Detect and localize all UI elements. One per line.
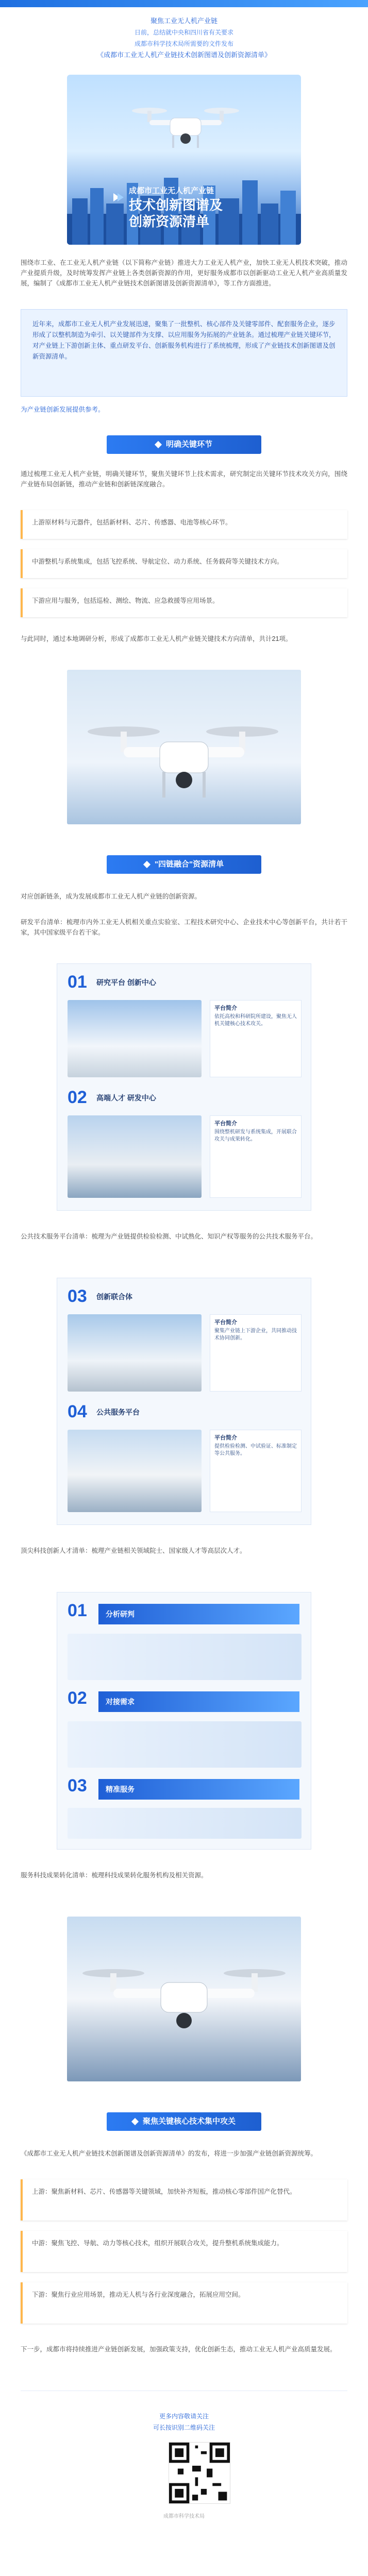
resource-item: 服务科技成果转化清单：梳理科技成果转化服务机构及相关资源。 <box>21 1872 208 1879</box>
bullet-card: 上游：聚焦新材料、芯片、传感器等关键领域，加快补齐短板，推动核心零部件国产化替代。 <box>21 2179 347 2221</box>
footer-line: 可长按识别二维码关注 <box>153 2424 215 2431</box>
header-line: 日前，总结就中央和四川省有关要求 <box>134 29 233 36</box>
section-paragraph: 《成都市工业无人机产业链技术创新图谱及创新资源清单》的发布，将进一步加强产业链创新资源统筹。 <box>21 2150 317 2157</box>
caption-text: 提供检验检测、中试验证、标准制定等公共服务。 <box>214 1444 297 1456</box>
building-photo <box>68 1115 202 1198</box>
tag-label: 高端人才 研发中心 <box>96 1094 156 1102</box>
step-bar: 对接需求 <box>98 1691 299 1712</box>
platform-panel <box>57 1278 311 1525</box>
caption-card <box>210 1115 302 1198</box>
resource-item: 研发平台清单：梳理市内外工业无人机相关重点实验室、工程技术研究中心、企业技术中心等创新平台，共计若干家，其中国家级平台若干家。 <box>21 919 347 936</box>
step-bar: 精准服务 <box>98 1779 299 1800</box>
diamond-icon <box>155 441 162 448</box>
tag-label: 创新联合体 <box>96 1293 132 1301</box>
diamond-icon <box>143 861 150 868</box>
drone-icon <box>67 1917 301 2081</box>
top-ribbon <box>0 0 368 7</box>
resource-item: 顶尖科技创新人才清单：梳理产业链相关领域院士、国家级人才等高层次人才。 <box>21 1547 246 1554</box>
step-number: 02 <box>68 1688 87 1708</box>
caption-heading: 平台简介 <box>214 1005 237 1011</box>
step-bar: 分析研判 <box>98 1604 299 1624</box>
caption-heading: 平台简介 <box>214 1121 237 1127</box>
step-number: 03 <box>68 1776 87 1795</box>
caption-card <box>210 1000 302 1077</box>
hero-title <box>129 185 294 230</box>
tag-number: 02 <box>68 1088 87 1107</box>
section-title-text: 明确关键环节 <box>165 440 212 449</box>
header-line: 聚焦工业无人机产业链 <box>150 17 218 25</box>
tag-label: 公共服务平台 <box>96 1408 140 1416</box>
section-paragraph: 对应创新链条，成为发展成都市工业无人机产业链的创新资源。 <box>21 893 202 900</box>
step-illustration <box>68 1721 302 1768</box>
highlight-box <box>21 309 347 397</box>
header-block <box>21 15 347 61</box>
caption-heading: 平台简介 <box>214 1435 237 1441</box>
qr-code-icon <box>169 2443 230 2503</box>
steps-panel <box>57 1592 311 1850</box>
tag-number: 04 <box>68 1402 87 1421</box>
caption-card <box>210 1430 302 1512</box>
resource-item: 公共技术服务平台清单：梳理为产业链提供检验检测、中试熟化、知识产权等服务的公共技术服务平台。 <box>21 1233 317 1240</box>
step-illustration <box>68 1808 302 1839</box>
hero-subtitle: 成都市工业无人机产业链 <box>129 187 214 195</box>
header-line: 《成都市工业无人机产业链技术创新图谱及创新资源清单》 <box>96 51 271 59</box>
caption-text: 依托高校和科研院所建设，聚焦无人机关键核心技术攻关。 <box>214 1014 297 1027</box>
bullet-card: 下游应用与服务，包括巡检、测绘、物流、应急救援等应用场景。 <box>21 588 347 617</box>
hero-banner <box>67 75 301 245</box>
header-line: 成都市科学技术局所需要的文件发布 <box>134 40 233 47</box>
closing-paragraph: 下一步，成都市将持续推进产业链创新发展，加强政策支持，优化创新生态，推动工业无人机产业高质量发展。 <box>21 2346 337 2353</box>
caption-heading: 平台简介 <box>214 1319 237 1326</box>
drone-icon <box>129 95 242 157</box>
section-title <box>107 435 261 454</box>
qr-code[interactable] <box>169 2442 230 2504</box>
highlight-tail: 为产业链创新发展提供参考。 <box>21 406 105 413</box>
section-paragraph: 通过梳理工业无人机产业链，明确关键环节，聚焦关键环节上技术需求，研究制定出关键环节技术攻关方向，围绕产业链布局创新链，推动产业链和创新链深度融合。 <box>21 470 347 488</box>
section-paragraph: 与此同时，通过本地调研分析，形成了成都市工业无人机产业链关键技术方向清单，共计21项。 <box>21 635 292 642</box>
intro-paragraph: 围绕市工业、在工业无人机产业链（以下简称产业链）推进大力工业无人机产业，加快工业无人机技术突破，推动产业提质升级，及时统筹发挥产业链上各类创新资源的作用，更好服务成都市以创新驱动工业无人机产业高质量发展，编制了《成都市工业无人机产业链技术创新图谱及创新资源清单》，等工作方面推进。 <box>21 259 347 287</box>
footer-line: 更多内容敬请关注 <box>159 2413 209 2420</box>
hero-title-line2: 创新资源清单 <box>129 214 210 229</box>
building-photo <box>68 1000 202 1077</box>
section-title <box>107 855 261 874</box>
drone-photo <box>67 670 301 824</box>
diamond-icon <box>131 2118 139 2125</box>
drone-icon <box>67 670 301 824</box>
step-illustration <box>68 1634 302 1680</box>
caption-text: 围绕整机研发与系统集成，开展联合攻关与成果转化。 <box>214 1129 297 1142</box>
section-title-text: "四链融合"资源清单 <box>154 860 224 869</box>
section-title-text: 聚焦关键核心技术集中攻关 <box>142 2117 236 2126</box>
section-title <box>107 2112 261 2131</box>
tag-label: 研究平台 创新中心 <box>96 978 156 987</box>
hero-title-line1: 技术创新图谱及 <box>129 197 223 213</box>
arrow-decoration-icon <box>112 191 125 204</box>
tag-number: 01 <box>68 972 87 992</box>
bullet-card: 下游：聚焦行业应用场景，推动无人机与各行业深度融合，拓展应用空间。 <box>21 2282 347 2324</box>
bullet-card: 上游原材料与元器件，包括新材料、芯片、传感器、电池等核心环节。 <box>21 510 347 539</box>
building-photo <box>68 1314 202 1392</box>
caption-card <box>210 1314 302 1392</box>
building-photo <box>68 1430 202 1512</box>
highlight-text: 近年来，成都市工业无人机产业发展迅速，聚集了一批整机、核心部件及关键零部件、配套服务企业，逐步形成了以整机制造为牵引、以关键部件为支撑、以应用服务为拓展的产业链条。通过梳理产业链关键环节，对产业链上下游创新主体、重点研发平台、创新服务机构进行了系统梳理，形成了产业链技术创新图谱及创新资源清单。 <box>32 320 336 360</box>
footer-source: 成都市科学技术局 <box>163 2514 205 2519</box>
drone-photo <box>67 1917 301 2081</box>
bullet-card: 中游整机与系统集成，包括飞控系统、导航定位、动力系统、任务载荷等关键技术方向。 <box>21 549 347 578</box>
bullet-card: 中游：聚焦飞控、导航、动力等核心技术，组织开展联合攻关，提升整机系统集成能力。 <box>21 2231 347 2272</box>
platform-panel <box>57 963 311 1211</box>
tag-number: 03 <box>68 1286 87 1306</box>
caption-text: 聚集产业链上下游企业，共同推动技术协同创新。 <box>214 1328 297 1341</box>
step-number: 01 <box>68 1601 87 1620</box>
